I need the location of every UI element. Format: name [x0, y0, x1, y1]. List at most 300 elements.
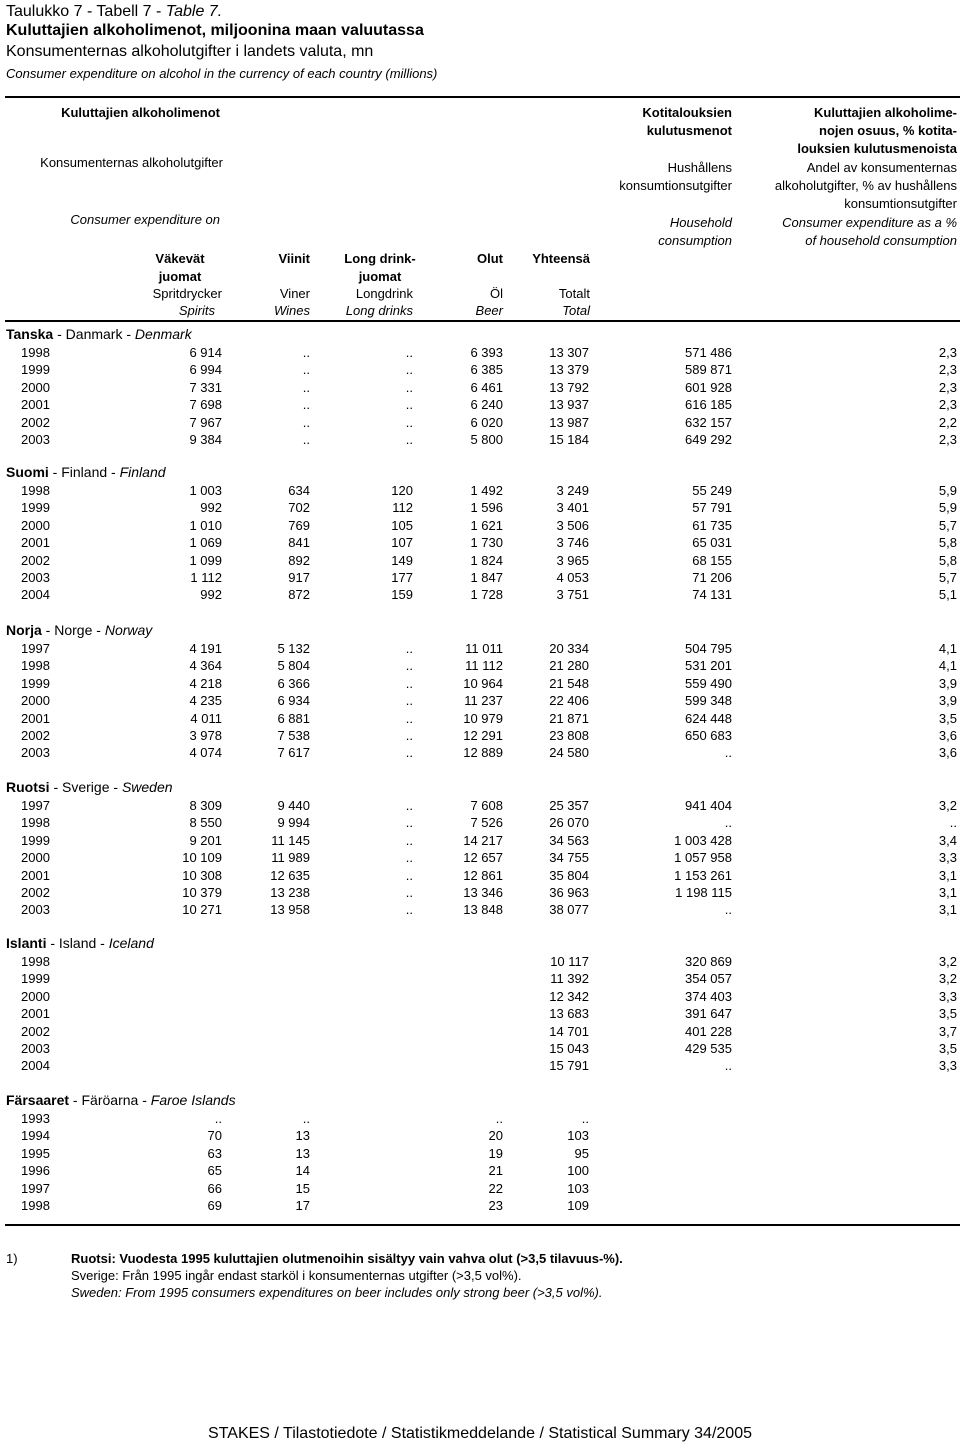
- cell-long-drinks: ..: [405, 693, 413, 709]
- cell-year: 1998: [21, 345, 50, 360]
- cell-spirits: 70: [207, 1128, 222, 1144]
- header-share-fi-line2: nojen osuus, % kotita-: [819, 123, 957, 138]
- header-share-fi-line1: Kuluttajien alkoholime-: [813, 105, 957, 120]
- cell-wines: 841: [288, 535, 310, 551]
- cell-year: 1999: [21, 832, 50, 848]
- cell-total: 11 392: [550, 971, 589, 987]
- cell-wines: 634: [288, 483, 310, 498]
- cell-long-drinks: ..: [405, 362, 413, 378]
- cell-long-drinks: ..: [405, 432, 413, 447]
- cell-beer: 12 861: [463, 867, 503, 883]
- cell-long-drinks: ..: [405, 902, 413, 918]
- cell-share-percent: 2,3: [938, 432, 957, 447]
- cell-household-consumption: 616 185: [685, 397, 732, 413]
- header-household-sv-line1: Hushållens: [667, 160, 732, 175]
- cell-household-consumption: 1 198 115: [675, 885, 732, 900]
- cell-share-percent: 3,9: [938, 693, 957, 709]
- country-title: Islanti - Island - Iceland: [6, 935, 154, 951]
- cell-year: 1999: [21, 362, 50, 378]
- header-share-sv-line1: Andel av konsumenternas: [806, 160, 957, 175]
- cell-total: 13 987: [549, 414, 589, 430]
- cell-total: 24 580: [549, 745, 589, 761]
- cell-beer: 12 889: [463, 745, 503, 761]
- cell-year: 2000: [21, 850, 50, 866]
- footnote-sv: Sverige: Från 1995 ingår endast starköl i konsumenternas utgifter (>3,5 vol%).: [71, 1268, 522, 1283]
- cell-total: 4 053: [556, 570, 589, 585]
- cell-spirits: 10 271: [182, 902, 222, 918]
- cell-total: 21 871: [549, 710, 589, 726]
- cell-long-drinks: ..: [405, 832, 413, 848]
- cell-year: 2003: [21, 1041, 50, 1056]
- cell-household-consumption: ..: [724, 815, 732, 831]
- col-beer-sv: Öl: [490, 286, 503, 301]
- cell-beer: 23: [488, 1198, 503, 1213]
- cell-household-consumption: 354 057: [685, 971, 732, 987]
- cell-beer: 1 728: [470, 587, 503, 603]
- col-total-sv: Totalt: [558, 286, 590, 301]
- cell-total: 3 249: [556, 483, 589, 498]
- cell-beer: 6 461: [470, 379, 503, 395]
- cell-total: 21 280: [549, 658, 589, 674]
- footnote-fi: Ruotsi: Vuodesta 1995 kuluttajien olutmenoihin sisältyy vain vahva olut (>3,5 tilavuus-%).: [71, 1251, 623, 1266]
- cell-share-percent: 3,9: [938, 675, 957, 691]
- country-name-part: Sweden: [121, 779, 173, 795]
- cell-spirits: 4 235: [189, 693, 222, 709]
- cell-household-consumption: 571 486: [685, 345, 732, 360]
- cell-total: 95: [574, 1145, 589, 1161]
- cell-long-drinks: ..: [405, 675, 413, 691]
- cell-year: 1993: [21, 1111, 50, 1126]
- title-fi: Kuluttajien alkoholimenot, miljoonina maan valuutassa: [6, 22, 424, 39]
- cell-long-drinks: 112: [392, 500, 413, 516]
- header-household-sv-line2: konsumtionsutgifter: [619, 178, 732, 193]
- cell-share-percent: 3,4: [938, 832, 957, 848]
- cell-long-drinks: ..: [405, 379, 413, 395]
- cell-spirits: 69: [207, 1198, 222, 1213]
- country-name-part: Färöarna: [81, 1092, 139, 1108]
- cell-wines: 14: [295, 1163, 310, 1179]
- header-household-sv: [560, 159, 732, 195]
- cell-share-percent: 5,7: [938, 570, 957, 585]
- cell-total: 12 342: [549, 988, 589, 1004]
- cell-household-consumption: 599 348: [685, 693, 732, 709]
- cell-spirits: 4 074: [189, 745, 222, 761]
- cell-total: 100: [567, 1163, 589, 1179]
- cell-beer: 1 730: [470, 535, 503, 551]
- cell-wines: 5 132: [277, 641, 310, 656]
- country-title: Ruotsi - Sverige - Sweden: [6, 779, 173, 795]
- country-name-part: Finland: [119, 464, 166, 480]
- cell-year: 2003: [21, 570, 50, 585]
- cell-spirits: 10 379: [182, 885, 222, 900]
- cell-year: 1998: [21, 1198, 50, 1213]
- cell-household-consumption: 649 292: [685, 432, 732, 447]
- cell-wines: 6 366: [277, 675, 310, 691]
- cell-spirits: 992: [200, 587, 222, 603]
- cell-household-consumption: 68 155: [692, 552, 732, 568]
- cell-total: 14 701: [549, 1023, 589, 1039]
- cell-spirits: 1 003: [189, 483, 222, 498]
- country-name-part: Denmark: [134, 326, 192, 342]
- cell-long-drinks: ..: [405, 867, 413, 883]
- cell-spirits: 8 309: [189, 798, 222, 813]
- col-spirits-sv: Spritdrycker: [152, 286, 222, 301]
- cell-share-percent: 3,5: [938, 1041, 957, 1056]
- cell-household-consumption: 55 249: [692, 483, 732, 498]
- cell-long-drinks: ..: [405, 658, 413, 674]
- cell-year: 2000: [21, 988, 50, 1004]
- cell-household-consumption: ..: [724, 902, 732, 918]
- cell-year: 2003: [21, 902, 50, 918]
- cell-spirits: 7 331: [189, 379, 222, 395]
- cell-year: 2001: [21, 1006, 50, 1022]
- cell-total: 15 184: [549, 432, 589, 447]
- cell-year: 1999: [21, 971, 50, 987]
- cell-long-drinks: 149: [391, 552, 413, 568]
- country-title: Färsaaret - Färöarna - Faroe Islands: [6, 1092, 236, 1108]
- cell-beer: 10 964: [463, 675, 503, 691]
- cell-share-percent: 2,3: [938, 397, 957, 413]
- cell-total: 109: [567, 1198, 589, 1213]
- cell-spirits: 6 914: [189, 345, 222, 360]
- cell-wines: 892: [288, 552, 310, 568]
- cell-household-consumption: 941 404: [685, 798, 732, 813]
- cell-spirits: 63: [207, 1145, 222, 1161]
- cell-long-drinks: 177: [391, 570, 413, 585]
- cell-share-percent: 3,2: [938, 954, 957, 969]
- col-long-fi: [330, 250, 430, 286]
- cell-total: 25 357: [549, 798, 589, 813]
- col-long-fi-line2: juomat: [358, 269, 402, 284]
- cell-year: 2002: [21, 1023, 50, 1039]
- cell-share-percent: 3,1: [938, 902, 957, 918]
- cell-long-drinks: 159: [391, 587, 413, 603]
- cell-spirits: 10 109: [182, 850, 222, 866]
- country-name-part: Danmark: [65, 326, 123, 342]
- col-long-sv: Longdrink: [355, 286, 413, 301]
- cell-total: 103: [567, 1180, 589, 1196]
- footnote-en: Sweden: From 1995 consumers expenditures on beer includes only strong beer (>3,5 vol%).: [71, 1285, 603, 1300]
- cell-share-percent: 3,3: [938, 988, 957, 1004]
- bottom-rule: [5, 1224, 960, 1226]
- cell-beer: 7 526: [470, 815, 503, 831]
- cell-spirits: 9 201: [189, 832, 222, 848]
- cell-wines: 9 440: [277, 798, 310, 813]
- cell-share-percent: 3,2: [938, 971, 957, 987]
- cell-share-percent: 3,1: [938, 867, 957, 883]
- cell-beer: 19: [488, 1145, 503, 1161]
- cell-total: 13 937: [549, 397, 589, 413]
- country-title: Tanska - Danmark - Denmark: [6, 326, 192, 342]
- cell-household-consumption: 401 228: [685, 1023, 732, 1039]
- cell-household-consumption: ..: [724, 1058, 732, 1074]
- cell-beer: 6 393: [470, 345, 503, 360]
- cell-spirits: 1 099: [189, 552, 222, 568]
- col-long-en: Long drinks: [345, 303, 413, 318]
- cell-household-consumption: 504 795: [685, 641, 732, 656]
- country-name-part: Islanti: [6, 935, 47, 951]
- table-label-fi-sv: Taulukko 7 - Tabell 7 -: [6, 3, 162, 20]
- cell-total: 22 406: [549, 693, 589, 709]
- cell-share-percent: 5,8: [938, 552, 957, 568]
- cell-household-consumption: 320 869: [685, 954, 732, 969]
- cell-long-drinks: ..: [405, 414, 413, 430]
- cell-share-percent: 3,3: [938, 850, 957, 866]
- cell-wines: 12 635: [270, 867, 310, 883]
- header-share-en: [740, 214, 957, 250]
- cell-share-percent: 5,1: [938, 587, 957, 603]
- cell-total: 13 792: [549, 379, 589, 395]
- cell-household-consumption: 624 448: [685, 710, 732, 726]
- cell-spirits: 4 011: [190, 710, 222, 726]
- cell-share-percent: 3,6: [938, 745, 957, 761]
- cell-household-consumption: 531 201: [685, 658, 732, 674]
- cell-household-consumption: 1 153 261: [674, 867, 732, 883]
- cell-total: 15 043: [549, 1041, 589, 1056]
- cell-wines: 6 934: [277, 693, 310, 709]
- country-name-part: Finland: [61, 464, 108, 480]
- cell-total: 34 563: [549, 832, 589, 848]
- cell-beer: 1 824: [470, 552, 503, 568]
- cell-long-drinks: ..: [405, 728, 413, 743]
- col-beer-en: Beer: [475, 303, 503, 318]
- cell-total: 3 751: [556, 587, 589, 603]
- cell-share-percent: 5,9: [938, 483, 957, 498]
- cell-year: 2002: [21, 414, 50, 430]
- header-left-sv: Konsumenternas alkoholutgifter: [40, 155, 223, 170]
- country-name-part: Island: [58, 935, 97, 951]
- cell-beer: 21: [488, 1163, 503, 1179]
- cell-year: 2004: [21, 1058, 50, 1074]
- cell-total: 34 755: [549, 850, 589, 866]
- cell-share-percent: 3,6: [938, 728, 957, 743]
- col-spirits-fi: [140, 250, 220, 286]
- cell-year: 1999: [21, 675, 50, 691]
- cell-year: 1994: [21, 1128, 50, 1144]
- cell-beer: 12 291: [463, 728, 503, 743]
- cell-long-drinks: ..: [405, 641, 413, 656]
- col-spirits-fi-line2: juomat: [158, 269, 202, 284]
- top-rule: [5, 96, 960, 98]
- header-share-fi-line3: louksien kulutusmenoista: [797, 141, 957, 156]
- cell-household-consumption: 57 791: [692, 500, 732, 516]
- cell-spirits: ..: [214, 1111, 222, 1126]
- cell-beer: 6 385: [470, 362, 503, 378]
- cell-beer: ..: [495, 1111, 503, 1126]
- cell-share-percent: 3,3: [938, 1058, 957, 1074]
- cell-long-drinks: 120: [391, 483, 413, 498]
- cell-wines: 13 238: [270, 885, 310, 900]
- country-name-part: Ruotsi: [6, 779, 50, 795]
- country-name-part: Faroe Islands: [150, 1092, 236, 1108]
- cell-household-consumption: 1 003 428: [674, 832, 732, 848]
- header-household-en-line2: consumption: [658, 233, 732, 248]
- cell-beer: 1 492: [470, 483, 503, 498]
- cell-wines: ..: [302, 432, 310, 447]
- publication-line: STAKES / Tilastotiedote / Statistikmeddelande / Statistical Summary 34/2005: [208, 1425, 752, 1442]
- cell-total: 103: [567, 1128, 589, 1144]
- cell-long-drinks: ..: [405, 345, 413, 360]
- table-label-en: Table 7.: [165, 3, 223, 20]
- cell-year: 2004: [21, 587, 50, 603]
- cell-wines: 917: [288, 570, 310, 585]
- cell-spirits: 1 010: [189, 517, 222, 533]
- cell-share-percent: 4,1: [938, 658, 957, 674]
- cell-spirits: 9 384: [189, 432, 222, 447]
- cell-wines: 15: [295, 1180, 310, 1196]
- country-name-part: Norge: [54, 622, 93, 638]
- cell-beer: 6 020: [470, 414, 503, 430]
- cell-long-drinks: 107: [391, 535, 413, 551]
- header-share-sv-line2: alkoholutgifter, % av hushållens: [774, 178, 957, 193]
- cell-wines: 9 994: [277, 815, 310, 831]
- cell-household-consumption: 601 928: [685, 379, 732, 395]
- cell-share-percent: 2,3: [938, 345, 957, 360]
- col-wines-sv: Viner: [279, 286, 310, 301]
- cell-spirits: 66: [207, 1180, 222, 1196]
- cell-total: 15 791: [549, 1058, 589, 1074]
- cell-beer: 1 847: [470, 570, 503, 585]
- cell-beer: 6 240: [470, 397, 503, 413]
- footnote-marker: 1): [6, 1251, 18, 1266]
- header-share-en-line2: of household consumption: [805, 233, 957, 248]
- cell-wines: 7 538: [277, 728, 310, 743]
- cell-long-drinks: ..: [405, 885, 413, 900]
- cell-year: 2000: [21, 517, 50, 533]
- cell-total: 3 401: [556, 500, 589, 516]
- cell-share-percent: 2,2: [938, 414, 957, 430]
- cell-spirits: 65: [207, 1163, 222, 1179]
- cell-household-consumption: 71 206: [692, 570, 732, 585]
- country-name-part: Suomi: [6, 464, 49, 480]
- cell-wines: 13 958: [270, 902, 310, 918]
- country-title: Suomi - Finland - Finland: [6, 464, 166, 480]
- cell-year: 2003: [21, 745, 50, 761]
- header-share-en-line1: Consumer expenditure as a %: [782, 215, 957, 230]
- col-spirits-fi-line1: Väkevät: [155, 251, 205, 266]
- title-en: Consumer expenditure on alcohol in the currency of each country (millions): [6, 66, 438, 81]
- cell-beer: 1 596: [470, 500, 503, 516]
- cell-household-consumption: 429 535: [685, 1041, 732, 1056]
- cell-total: 13 379: [549, 362, 589, 378]
- col-beer-fi: Olut: [477, 251, 503, 266]
- cell-spirits: 10 308: [182, 867, 222, 883]
- cell-spirits: 7 698: [189, 397, 222, 413]
- header-share-sv: [740, 159, 957, 213]
- cell-total: 3 506: [556, 517, 589, 533]
- header-household-fi-line2: kulutusmenot: [646, 123, 732, 138]
- cell-beer: 13 346: [463, 885, 503, 900]
- country-name-part: Norja: [6, 622, 42, 638]
- country-name-part: Tanska: [6, 326, 54, 342]
- cell-beer: 10 979: [463, 710, 503, 726]
- title-sv: Konsumenternas alkoholutgifter i landets valuta, mn: [6, 43, 374, 60]
- header-share-sv-line3: konsumtionsutgifter: [844, 196, 957, 211]
- cell-wines: ..: [302, 379, 310, 395]
- cell-beer: 7 608: [470, 798, 503, 813]
- cell-wines: 872: [288, 587, 310, 603]
- header-left-en: Consumer expenditure on: [70, 212, 220, 227]
- cell-household-consumption: 374 403: [685, 988, 732, 1004]
- cell-total: 3 965: [556, 552, 589, 568]
- col-total-fi: Yhteensä: [532, 251, 590, 266]
- cell-total: 23 808: [549, 728, 589, 743]
- cell-total: 13 307: [549, 345, 589, 360]
- cell-household-consumption: 559 490: [685, 675, 732, 691]
- cell-total: 13 683: [549, 1006, 589, 1022]
- cell-total: 35 804: [549, 867, 589, 883]
- cell-year: 1998: [21, 815, 50, 831]
- cell-year: 1995: [21, 1145, 50, 1161]
- cell-share-percent: 3,2: [938, 798, 957, 813]
- cell-wines: 7 617: [277, 745, 310, 761]
- cell-total: 38 077: [549, 902, 589, 918]
- col-total-en: Total: [562, 303, 590, 318]
- country-name-part: Färsaaret: [6, 1092, 70, 1108]
- cell-beer: 13 848: [463, 902, 503, 918]
- cell-year: 2000: [21, 379, 50, 395]
- cell-wines: 6 881: [277, 710, 310, 726]
- cell-wines: 11 989: [271, 850, 310, 866]
- cell-household-consumption: ..: [724, 745, 732, 761]
- cell-total: ..: [581, 1111, 589, 1126]
- cell-wines: ..: [302, 414, 310, 430]
- header-left-fi: Kuluttajien alkoholimenot: [61, 105, 220, 120]
- cell-household-consumption: 589 871: [685, 362, 732, 378]
- cell-beer: 11 011: [465, 641, 503, 656]
- cell-wines: ..: [302, 345, 310, 360]
- cell-share-percent: 5,9: [938, 500, 957, 516]
- header-rule: [5, 320, 960, 322]
- header-household-fi: [560, 104, 732, 140]
- header-share-fi: [740, 104, 957, 158]
- cell-share-percent: 2,3: [938, 379, 957, 395]
- cell-household-consumption: 1 057 958: [674, 850, 732, 866]
- cell-household-consumption: 74 131: [692, 587, 732, 603]
- country-name-part: Norway: [104, 622, 153, 638]
- cell-total: 20 334: [549, 641, 589, 656]
- table-label: [6, 2, 222, 21]
- cell-year: 2001: [21, 535, 50, 551]
- cell-total: 3 746: [556, 535, 589, 551]
- country-title: Norja - Norge - Norway: [6, 622, 153, 638]
- cell-year: 1997: [21, 641, 50, 656]
- cell-wines: 702: [288, 500, 310, 516]
- cell-share-percent: 2,3: [938, 362, 957, 378]
- cell-share-percent: 3,5: [938, 710, 957, 726]
- cell-wines: ..: [302, 397, 310, 413]
- cell-beer: 14 217: [463, 832, 503, 848]
- cell-household-consumption: 65 031: [692, 535, 732, 551]
- cell-spirits: 1 069: [189, 535, 222, 551]
- cell-wines: ..: [302, 1111, 310, 1126]
- cell-spirits: 4 364: [189, 658, 222, 674]
- cell-wines: 769: [288, 517, 310, 533]
- header-household-en: [560, 214, 732, 250]
- cell-year: 2001: [21, 397, 50, 413]
- cell-total: 26 070: [549, 815, 589, 831]
- cell-long-drinks: ..: [405, 850, 413, 866]
- cell-long-drinks: 105: [391, 517, 413, 533]
- cell-beer: 11 237: [464, 693, 503, 709]
- cell-spirits: 8 550: [189, 815, 222, 831]
- cell-long-drinks: ..: [405, 815, 413, 831]
- cell-year: 1998: [21, 483, 50, 498]
- cell-spirits: 1 112: [190, 570, 222, 585]
- cell-spirits: 4 191: [189, 641, 222, 656]
- cell-year: 1997: [21, 798, 50, 813]
- cell-year: 1996: [21, 1163, 50, 1179]
